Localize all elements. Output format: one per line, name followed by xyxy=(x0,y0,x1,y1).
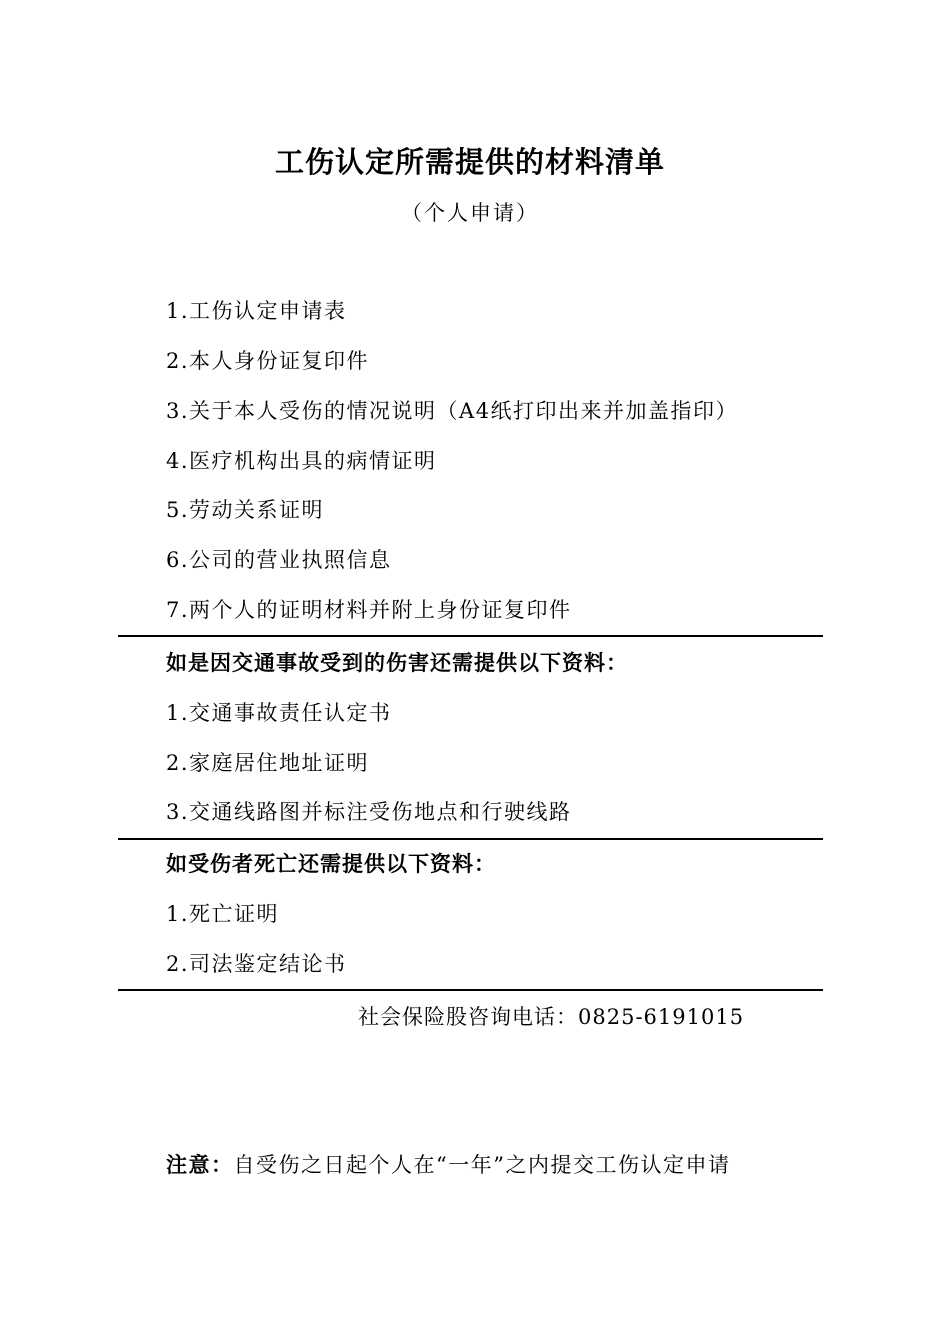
list-item: 2.本人身份证复印件 xyxy=(166,349,370,373)
note-text: 自受伤之日起个人在“一年”之内提交工伤认定申请 xyxy=(233,1153,731,1177)
list-item: 3.关于本人受伤的情况说明（A4纸打印出来并加盖指印） xyxy=(166,399,739,423)
list-item: 4.医疗机构出具的病情证明 xyxy=(166,449,437,473)
list-item: 3.交通线路图并标注受伤地点和行驶线路 xyxy=(166,800,572,824)
list-item: 5.劳动关系证明 xyxy=(166,498,325,522)
section-heading: 如是因交通事故受到的伤害还需提供以下资料： xyxy=(166,651,628,675)
list-item: 1.交通事故责任认定书 xyxy=(166,701,392,725)
document-subtitle: （个人申请） xyxy=(401,201,539,225)
list-item: 7.两个人的证明材料并附上身份证复印件 xyxy=(166,598,572,622)
section-divider xyxy=(118,838,823,840)
list-item: 2.家庭居住地址证明 xyxy=(166,751,370,775)
note-label: 注意： xyxy=(166,1153,234,1177)
contact-phone: 社会保险股咨询电话：0825-6191015 xyxy=(358,1005,745,1029)
section-divider xyxy=(118,989,823,991)
list-item: 1.死亡证明 xyxy=(166,902,280,926)
document-title: 工伤认定所需提供的材料清单 xyxy=(274,145,665,179)
note xyxy=(166,1152,730,1178)
list-item: 6.公司的营业执照信息 xyxy=(166,548,392,572)
list-item: 2.司法鉴定结论书 xyxy=(166,952,347,976)
section-heading: 如受伤者死亡还需提供以下资料： xyxy=(166,852,496,876)
list-item: 1.工伤认定申请表 xyxy=(166,299,347,323)
section-divider xyxy=(118,635,823,637)
